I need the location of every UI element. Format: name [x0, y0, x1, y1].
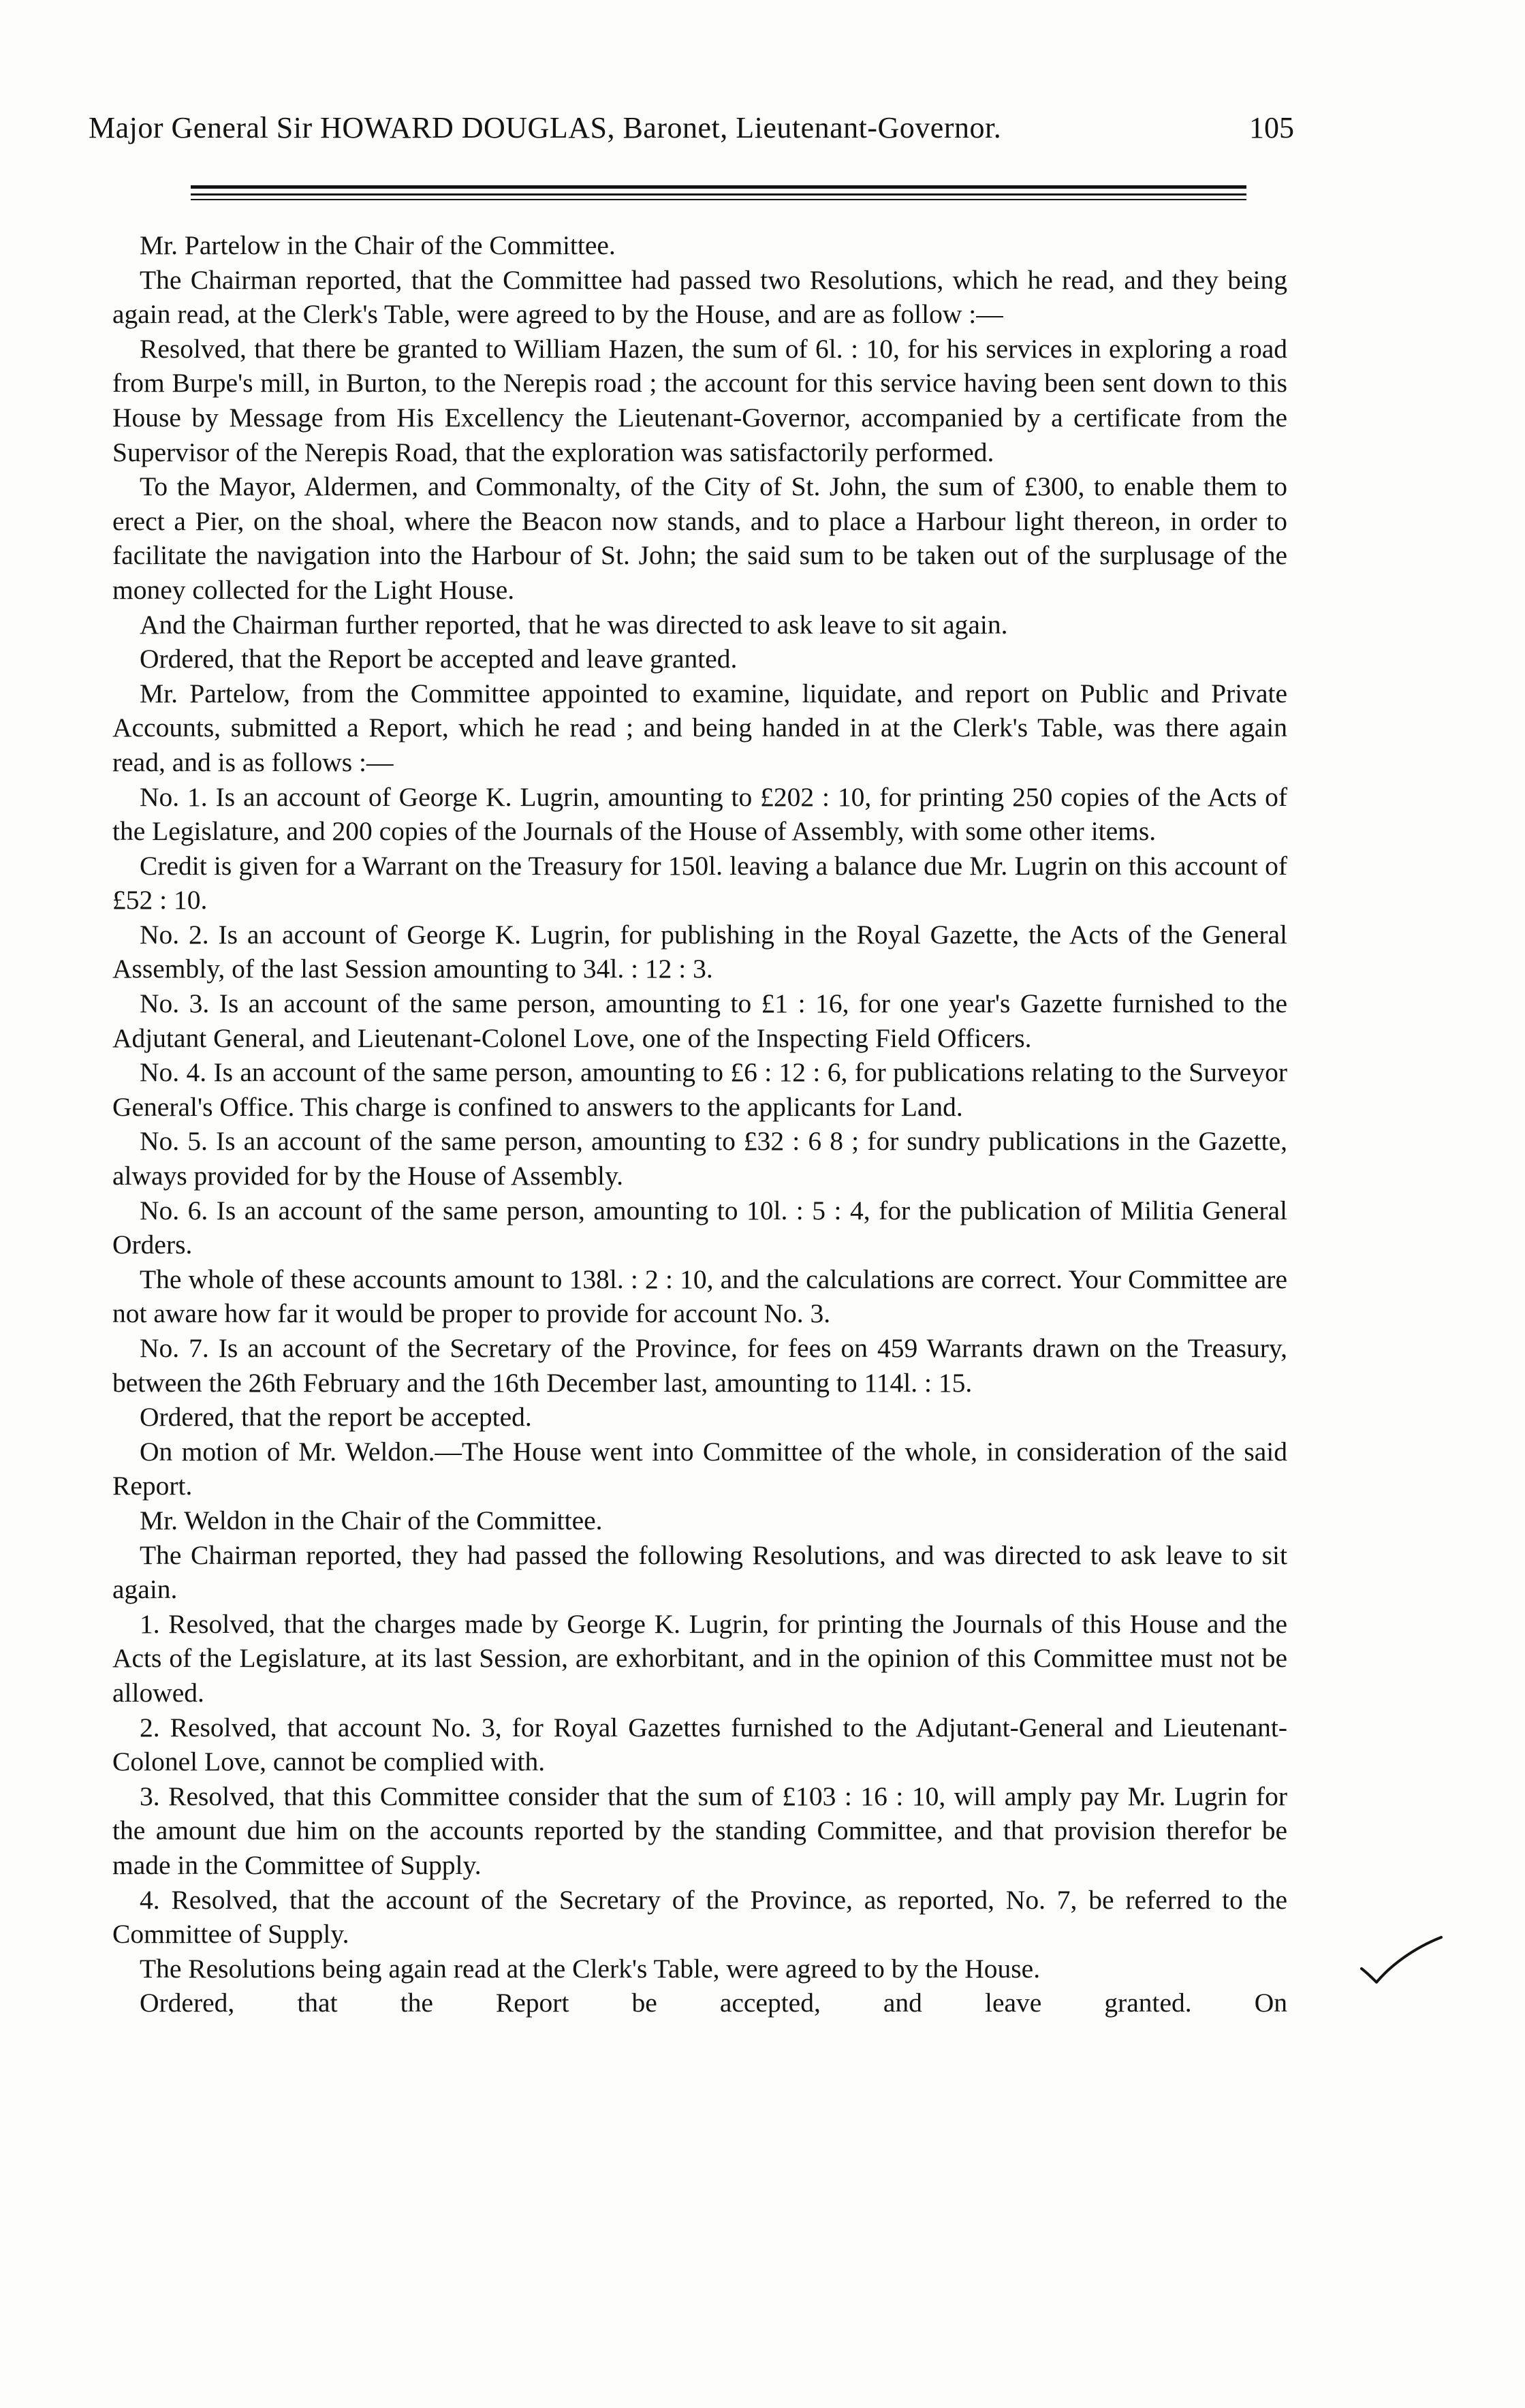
paragraph: Ordered, that the Report be accepted and leave granted. — [140, 644, 738, 674]
page-number: 105 — [1249, 111, 1294, 144]
paragraph: Ordered, that the report be accepted. — [140, 1402, 532, 1433]
paragraph: 3. Resolved, that this Committee consider that the sum of £103 : 16 : 10, will amply pay Mr. Lugrin for the amount due him on the accounts reported by the standing Committee, and that provision therefor be made in the Committee of Supply. — [112, 1781, 1287, 1880]
running-head — [89, 109, 1294, 147]
paragraph: Ordered, that the Report be accepted, and leave granted. On — [140, 1988, 1287, 2018]
paragraph: To the Mayor, Aldermen, and Commonalty, of the City of St. John, the sum of £300, to enable them to erect a Pier, on the shoal, where the Beacon now stands, and to place a Harbour light thereon, in order to facilitate the navigation into the Harbour of St. John; the said sum to be taken out of the surplusage of the money collected for the Light House. — [112, 471, 1287, 605]
paragraph: No. 7. Is an account of the Secretary of the Province, for fees on 459 Warrants drawn on the Treasury, between the 26th February and the 16th December last, amounting to 114l. : 15. — [112, 1333, 1287, 1398]
paragraph: The whole of these accounts amount to 138l. : 2 : 10, and the calculations are correct. Your Committee are not aware how far it would be proper to provide for account No. 3. — [112, 1264, 1287, 1329]
paragraph: Mr. Weldon in the Chair of the Committee. — [140, 1505, 603, 1535]
paragraph: The Chairman reported, they had passed the following Resolutions, and was directed to ask leave to sit again. — [112, 1539, 1287, 1605]
header-rule — [191, 193, 1246, 196]
paragraph: No. 6. Is an account of the same person, amounting to 10l. : 5 : 4, for the publication of Militia General Orders. — [112, 1195, 1287, 1260]
checkmark-annotation — [1359, 1933, 1444, 1988]
paragraph: No. 1. Is an account of George K. Lugrin, amounting to £202 : 10, for printing 250 copies of the Acts of the Legislature, and 200 copies of the Journals of the House of Assembly, with some other items. — [112, 781, 1287, 847]
paragraph: Credit is given for a Warrant on the Treasury for 150l. leaving a balance due Mr. Lugrin on this account of £52 : 10. — [112, 850, 1287, 916]
page-body — [112, 228, 1287, 2020]
paragraph: 1. Resolved, that the charges made by George K. Lugrin, for printing the Journals of this House and the Acts of the Legislature, at its last Session, are exhorbitant, and in the opinion of this Committee must not be allowed. — [112, 1608, 1287, 1708]
paragraph: No. 4. Is an account of the same person, amounting to £6 : 12 : 6, for publications relating to the Surveyor General's Office. This charge is confined to answers to the applicants for Land. — [112, 1057, 1287, 1122]
paragraph: Mr. Partelow in the Chair of the Committee. — [140, 230, 616, 260]
paragraph: And the Chairman further reported, that he was directed to ask leave to sit again. — [140, 609, 1008, 640]
paragraph: 2. Resolved, that account No. 3, for Royal Gazettes furnished to the Adjutant-General and Lieutenant-Colonel Love, cannot be complied with. — [112, 1712, 1287, 1777]
paragraph: The Chairman reported, that the Committee had passed two Resolutions, which he read, and they being again read, at the Clerk's Table, were agreed to by the House, and are as follow :— — [112, 264, 1287, 330]
header-rule — [191, 185, 1246, 189]
paragraph: No. 5. Is an account of the same person, amounting to £32 : 6 8 ; for sundry publications in the Gazette, always provided for by the House of Assembly. — [112, 1126, 1287, 1191]
paragraph: Resolved, that there be granted to William Hazen, the sum of 6l. : 10, for his services in exploring a road from Burpe's mill, in Burton, to the Nerepis road ; the account for this service having been sent down to this House by Message from His Excellency the Lieutenant-Governor, accompanied by a certificate from the Supervisor of the Nerepis Road, that the exploration was satisfactorily performed. — [112, 333, 1287, 467]
paragraph: 4. Resolved, that the account of the Secretary of the Province, as reported, No. 7, be referred to the Committee of Supply. — [112, 1884, 1287, 1950]
paragraph: The Resolutions being again read at the Clerk's Table, were agreed to by the House. — [140, 1953, 1041, 1984]
header-rule — [191, 199, 1246, 200]
paragraph: No. 3. Is an account of the same person, amounting to £1 : 16, for one year's Gazette furnished to the Adjutant General, and Lieutenant-Colonel Love, one of the Inspecting Field Officers. — [112, 988, 1287, 1053]
paragraph: Mr. Partelow, from the Committee appointed to examine, liquidate, and report on Public and Private Accounts, submitted a Report, which he read ; and being handed in at the Clerk's Table, was there again read, and is as follows :— — [112, 678, 1287, 777]
running-title: Major General Sir HOWARD DOUGLAS, Baronet, Lieutenant-Governor. — [89, 111, 1002, 144]
paragraph: No. 2. Is an account of George K. Lugrin, for publishing in the Royal Gazette, the Acts of the General Assembly, of the last Session amounting to 34l. : 12 : 3. — [112, 919, 1287, 984]
paragraph: On motion of Mr. Weldon.—The House went into Committee of the whole, in consideration of the said Report. — [112, 1436, 1287, 1501]
